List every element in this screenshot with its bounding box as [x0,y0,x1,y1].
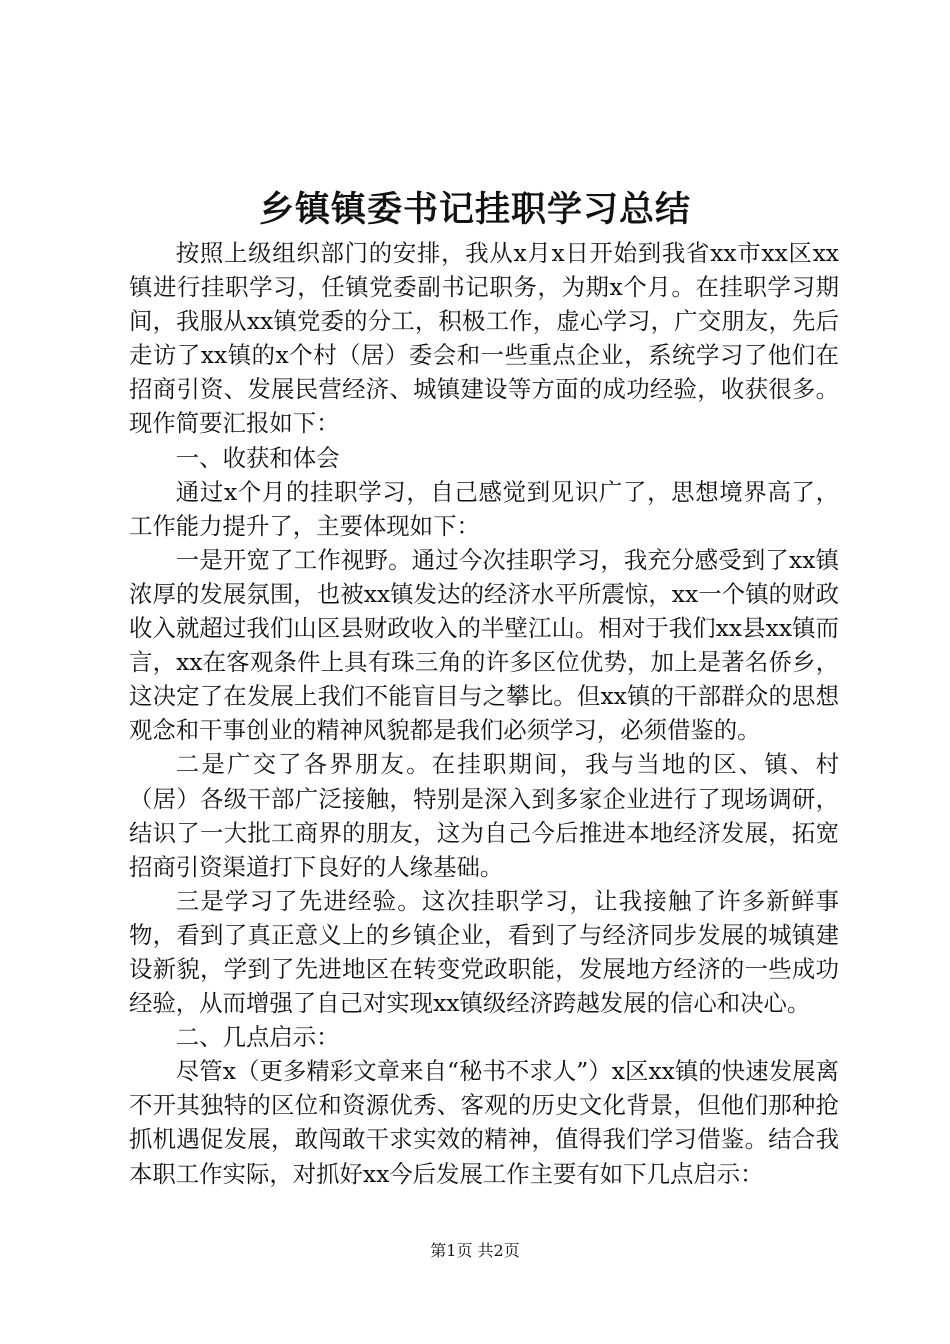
paragraph-insights: 尽管x（更多精彩文章来自“秘书不求人”）x区xx镇的快速发展离不开其独特的区位和资源优秀、客观的历史文化背景，但他们那种抢抓机遇促发展，敢闯敢干求实效的精神，值得我们学习借鉴。结合我本职工作实际，对抓好xx今后发展工作主要有如下几点启示： [129,1057,839,1188]
page-footer: 第1页 共2页 [430,1241,520,1260]
paragraph-intro: 按照上级组织部门的安排，我从x月x日开始到我省xx市xx区xx镇进行挂职学习，任镇党委副书记职务，为期x个月。在挂职学习期间，我服从xx镇党委的分工，积极工作，虚心学习，广交朋友，先后走访了xx镇的x个村（居）委会和一些重点企业，系统学习了他们在招商引资、发展民营经济、城镇建设等方面的成功经验，收获很多。现作简要汇报如下： [129,239,839,438]
document-title: 乡镇镇委书记挂职学习总结 [258,189,691,230]
paragraph-gain-two: 二是广交了各界朋友。在挂职期间，我与当地的区、镇、村（居）各级干部广泛接触，特别是深入到多家企业进行了现场调研，结识了一大批工商界的朋友，这为自己今后推进本地经济发展，拓宽招商引资渠道打下良好的人缘基础。 [129,750,839,881]
paragraph-gain-three: 三是学习了先进经验。这次挂职学习，让我接触了许多新鲜事物，看到了真正意义上的乡镇企业，看到了与经济同步发展的城镇建设新貌，学到了先进地区在转变党政职能，发展地方经济的一些成功经验，从而增强了自己对实现xx镇级经济跨越发展的信心和决心。 [129,886,839,1018]
paragraph-gains-summary: 通过x个月的挂职学习，自己感觉到见识广了，思想境界高了，工作能力提升了，主要体现如下： [129,477,839,540]
paragraph-gain-one: 一是开宽了工作视野。通过今次挂职学习，我充分感受到了xx镇浓厚的发展氛围，也被xx镇发达的经济水平所震惊，xx一个镇的财政收入就超过我们山区县财政收入的半壁江山。相对于我们xx县xx镇而言，xx在客观条件上具有珠三角的许多区位优势，加上是著名侨乡，这决定了在发展上我们不能盲目与之攀比。但xx镇的干部群众的思想观念和干事创业的精神风貌都是我们必须学习，必须借鉴的。 [129,545,839,745]
document-body [129,236,839,1191]
section-heading-insights: 二、几点启示： [175,1023,340,1052]
section-heading-gains: 一、收获和体会 [175,443,340,472]
